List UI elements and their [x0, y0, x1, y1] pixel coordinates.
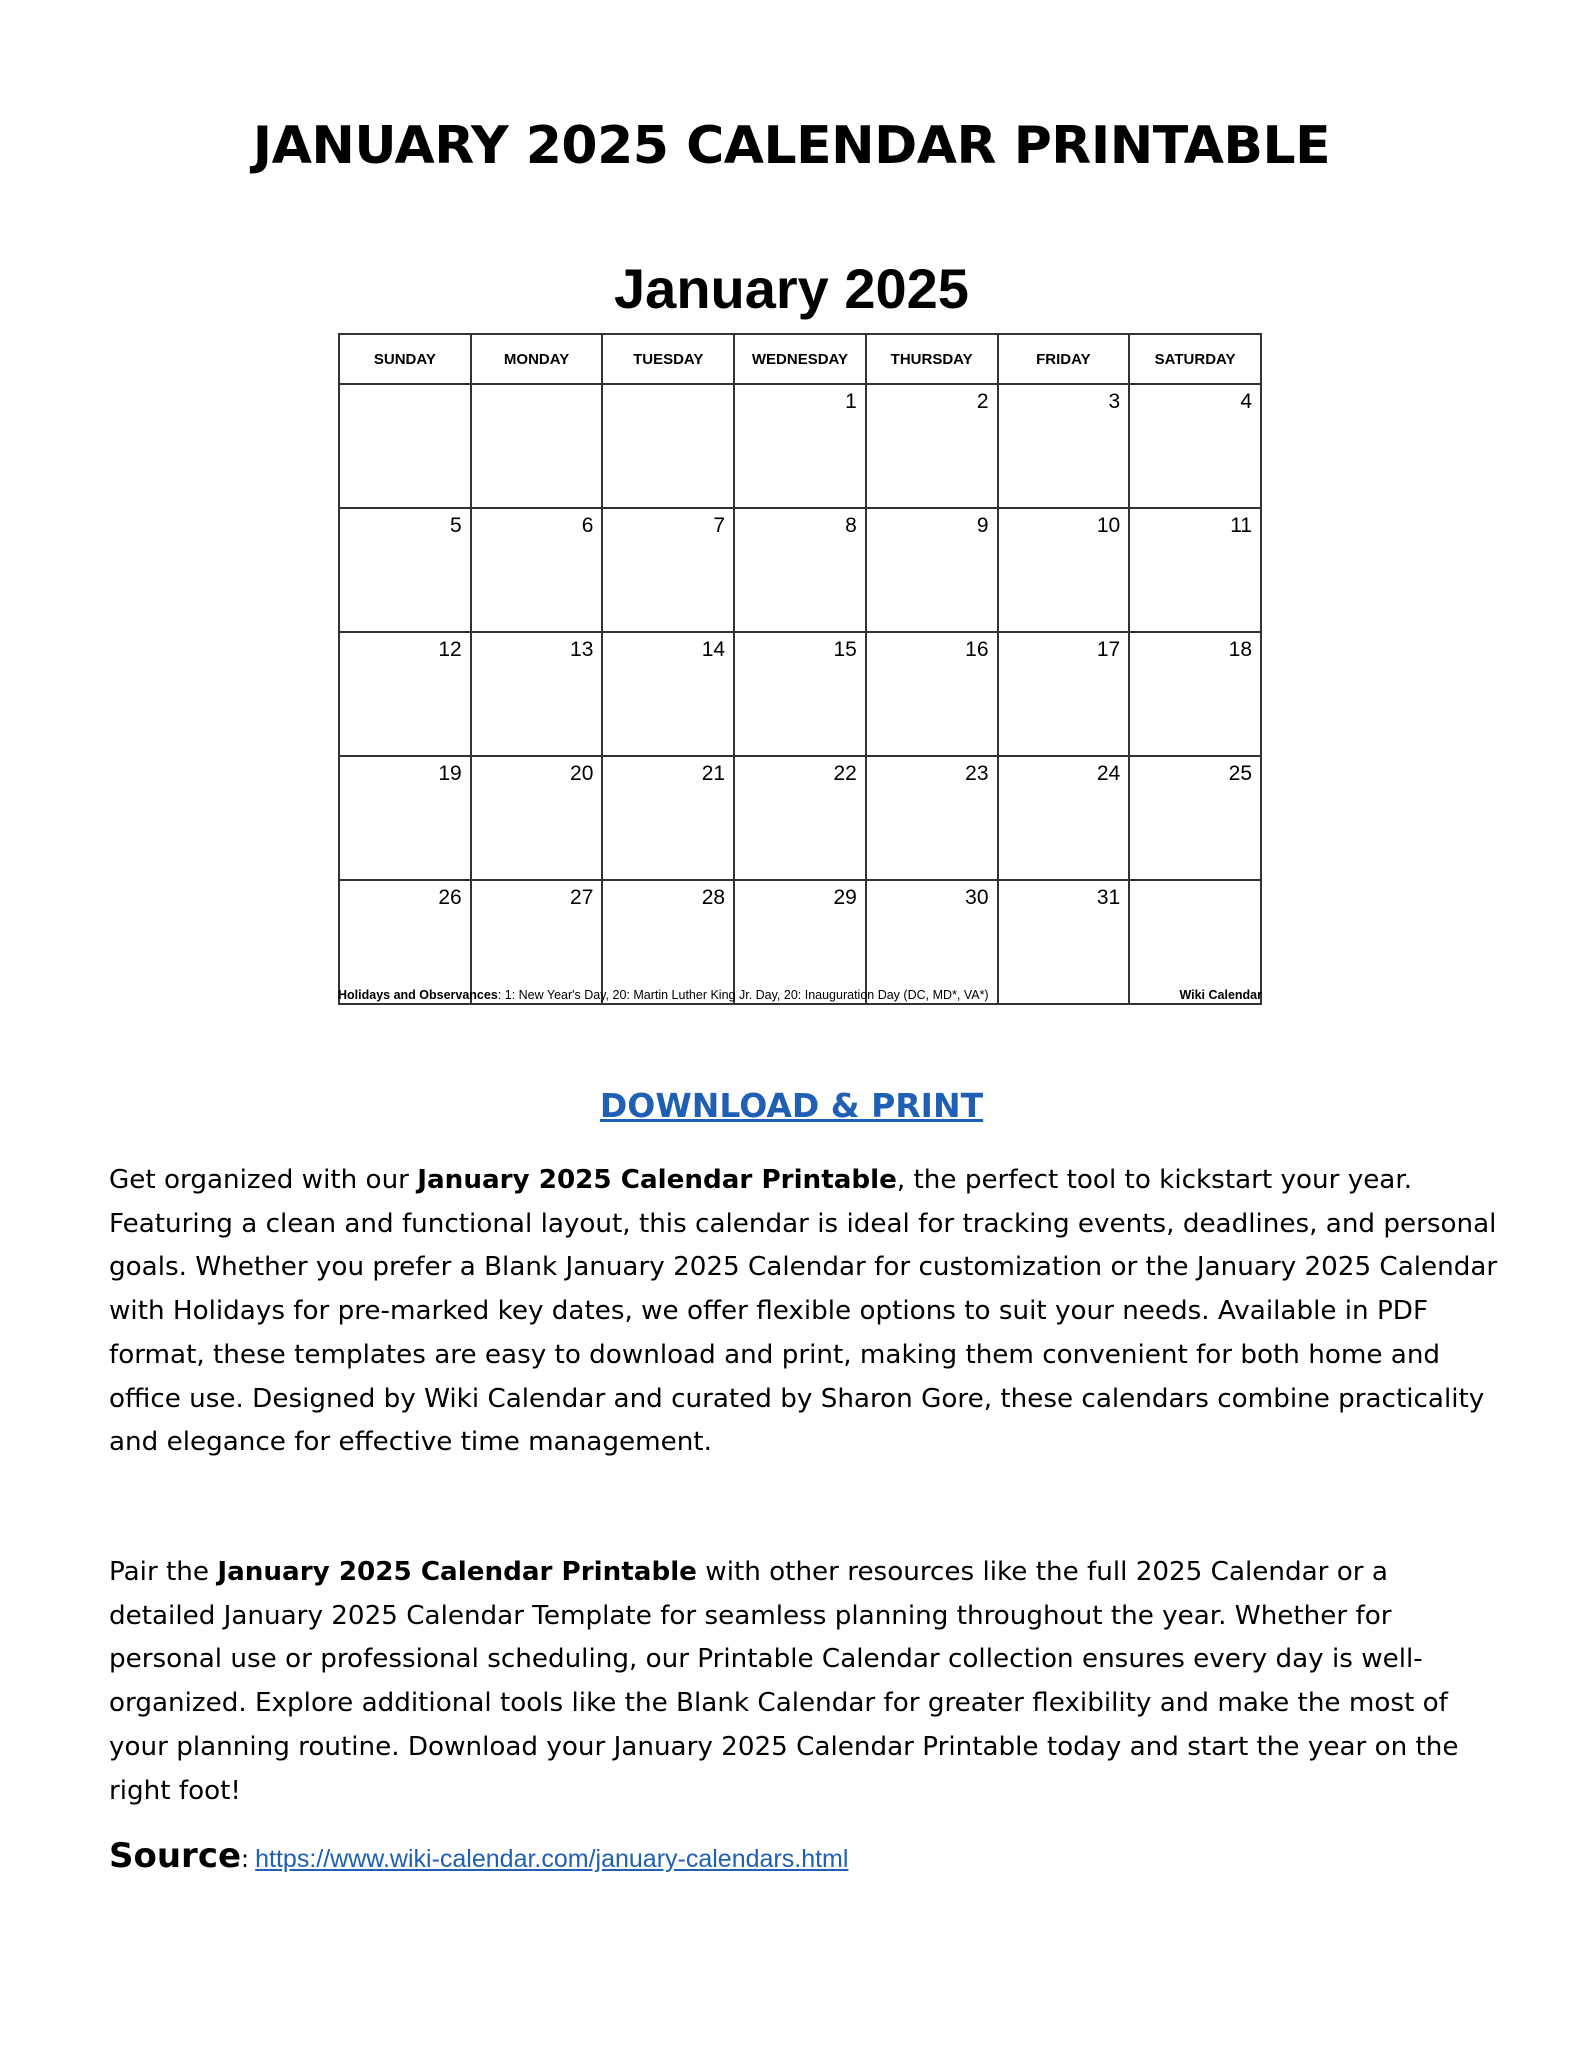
calendar-week-row	[339, 756, 1261, 880]
day-cell	[471, 384, 603, 508]
calendar-brand: Wiki Calendar	[1179, 988, 1262, 1002]
day-cell: 19	[339, 756, 471, 880]
day-cell: 2	[866, 384, 998, 508]
day-cell	[339, 384, 471, 508]
day-cell	[602, 384, 734, 508]
day-cell: 7	[602, 508, 734, 632]
source-separator: :	[241, 1845, 250, 1873]
calendar-week-row	[339, 508, 1261, 632]
paragraph-bold: January 2025 Calendar Printable	[217, 1557, 697, 1587]
day-cell: 28	[602, 880, 734, 1004]
day-cell: 29	[734, 880, 866, 1004]
day-cell: 20	[471, 756, 603, 880]
day-cell: 21	[602, 756, 734, 880]
day-cell: 31	[998, 880, 1130, 1004]
day-cell: 15	[734, 632, 866, 756]
day-cell: 6	[471, 508, 603, 632]
calendar-week-row	[339, 632, 1261, 756]
day-cell: 10	[998, 508, 1130, 632]
day-cell: 14	[602, 632, 734, 756]
calendar-grid	[338, 333, 1262, 1005]
day-cell: 24	[998, 756, 1130, 880]
paragraph-bold: January 2025 Calendar Printable	[417, 1165, 897, 1195]
holidays-label: Holidays and Observances	[338, 988, 498, 1002]
weekday-header: MONDAY	[471, 334, 603, 384]
download-print-link[interactable]: DOWNLOAD & PRINT	[599, 1086, 984, 1125]
day-cell: 27	[471, 880, 603, 1004]
weekday-header: SATURDAY	[1129, 334, 1261, 384]
source-line	[109, 1836, 848, 1876]
day-cell: 9	[866, 508, 998, 632]
weekday-header-row	[339, 334, 1261, 384]
paragraph-text: with other resources like the full 2025 Calendar or a detailed January 2025 Calendar Template for seamless planning throughout the year. Whether for personal use or professional scheduling, our Printable Calendar collection ensures every day is well-organized. Explore additional tools like the Blank Calendar for greater flexibility and make the most of your planning routine. Download your January 2025 Calendar Printable today and start the year on the right foot!	[109, 1557, 1459, 1806]
day-cell: 13	[471, 632, 603, 756]
paragraph-text: , the perfect tool to kickstart your year. Featuring a clean and functional layout, this calendar is ideal for tracking events, deadlines, and personal goals. Whether you prefer a Blank January 2025 Calendar for customization or the January 2025 Calendar with Holidays for pre-marked key dates, we offer flexible options to suit your needs. Available in PDF format, these templates are easy to download and print, making them convenient for both home and office use. Designed by Wiki Calendar and curated by Sharon Gore, these calendars combine practicality and elegance for effective time management.	[109, 1165, 1498, 1458]
weekday-header: WEDNESDAY	[734, 334, 866, 384]
download-section	[0, 1086, 1583, 1125]
weekday-header: SUNDAY	[339, 334, 471, 384]
day-cell: 12	[339, 632, 471, 756]
day-cell: 23	[866, 756, 998, 880]
secondary-paragraph	[109, 1551, 1499, 1813]
source-link[interactable]: https://www.wiki-calendar.com/january-calendars.html	[255, 1845, 849, 1873]
holidays-text: : 1: New Year's Day, 20: Martin Luther King Jr. Day, 20: Inauguration Day (DC, MD*, VA*)	[497, 988, 989, 1002]
weekday-header: THURSDAY	[866, 334, 998, 384]
day-cell	[1129, 880, 1261, 1004]
intro-paragraph	[109, 1159, 1499, 1465]
calendar-footer	[338, 988, 1262, 1002]
calendar-title: January 2025	[614, 257, 969, 320]
day-cell: 25	[1129, 756, 1261, 880]
day-cell: 18	[1129, 632, 1261, 756]
calendar-week-row	[339, 384, 1261, 508]
paragraph-text: Pair the	[109, 1557, 218, 1587]
page-title: JANUARY 2025 CALENDAR PRINTABLE	[252, 116, 1331, 176]
day-cell: 4	[1129, 384, 1261, 508]
holidays-note	[338, 988, 989, 1002]
day-cell: 8	[734, 508, 866, 632]
day-cell: 22	[734, 756, 866, 880]
weekday-header: FRIDAY	[998, 334, 1130, 384]
day-cell: 1	[734, 384, 866, 508]
paragraph-text: Get organized with our	[109, 1165, 418, 1195]
day-cell: 16	[866, 632, 998, 756]
day-cell: 17	[998, 632, 1130, 756]
day-cell: 26	[339, 880, 471, 1004]
weekday-header: TUESDAY	[602, 334, 734, 384]
calendar-week-row	[339, 880, 1261, 1004]
source-label: Source	[109, 1836, 242, 1876]
day-cell: 11	[1129, 508, 1261, 632]
day-cell: 5	[339, 508, 471, 632]
day-cell: 3	[998, 384, 1130, 508]
day-cell: 30	[866, 880, 998, 1004]
